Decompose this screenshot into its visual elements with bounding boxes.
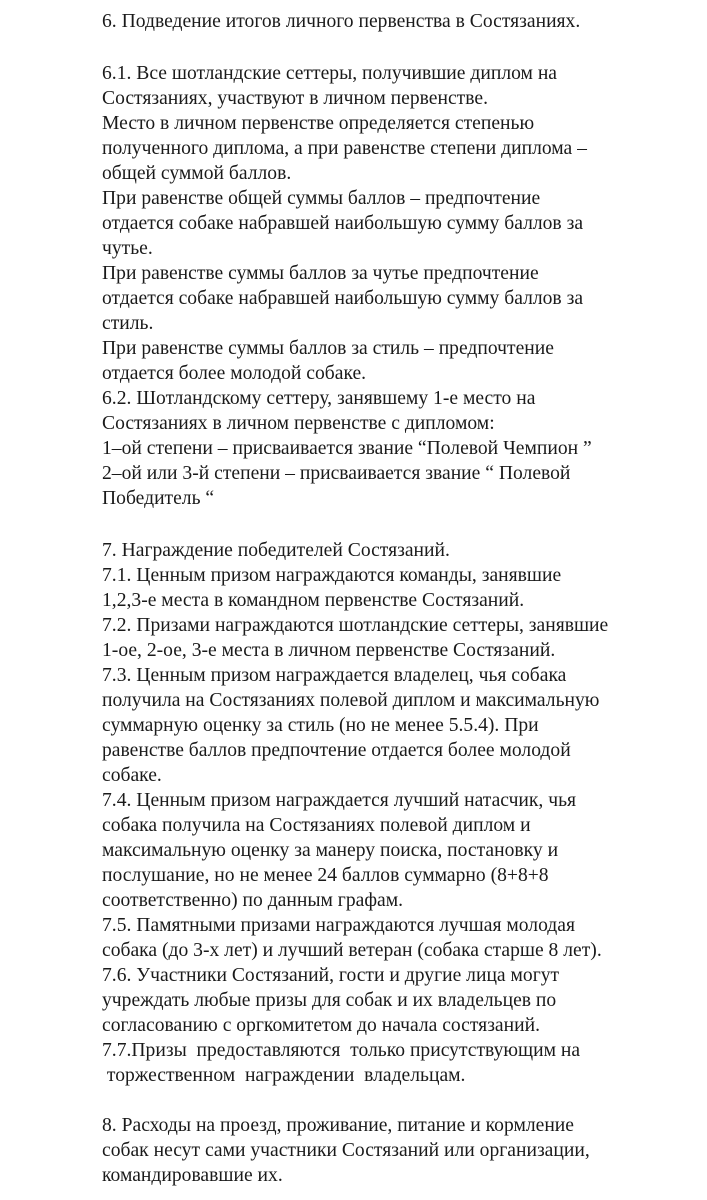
text-line: 1,2,3-е места в командном первенстве Состязаний.: [102, 590, 525, 611]
text-line: При равенстве суммы баллов за стиль – предпочтение: [102, 338, 554, 359]
text-line: полученного диплома, а при равенстве степени диплома –: [102, 138, 587, 159]
text-line: 6.1. Все шотландские сеттеры, получившие диплом на: [102, 63, 558, 84]
text-line: При равенстве общей суммы баллов – предпочтение: [102, 188, 541, 209]
text-line: 7.5. Памятными призами награждаются лучшая молодая: [102, 915, 575, 936]
text-line: торжественном награждении владельцам.: [102, 1065, 466, 1086]
text-line: Состязаниях, участвуют в личном первенстве.: [102, 88, 488, 109]
text-line: Место в личном первенстве определяется степенью: [102, 113, 535, 134]
text-line: Победитель “: [102, 488, 215, 509]
text-line: согласованию с оргкомитетом до начала состязаний.: [102, 1015, 540, 1036]
text-line: При равенстве суммы баллов за чутье предпочтение: [102, 263, 539, 284]
text-line: 7.4. Ценным призом награждается лучший натасчик, чья: [102, 790, 577, 811]
text-line: отдается собаке набравшей наибольшую сумму баллов за: [102, 288, 584, 309]
text-line: общей суммой баллов.: [102, 163, 292, 184]
text-line: 1-ое, 2-ое, 3-е места в личном первенстве Состязаний.: [102, 640, 556, 661]
section-7-heading: 7. Награждение победителей Состязаний.: [102, 540, 450, 561]
text-line: 2–ой или 3-й степени – присваивается звание “ Полевой: [102, 463, 571, 484]
text-line: суммарную оценку за стиль (но не менее 5.5.4). При: [102, 715, 539, 736]
text-line: соответственно) по данным графам.: [102, 890, 404, 911]
text-line: чутье.: [102, 238, 153, 259]
text-line: стиль.: [102, 313, 154, 334]
text-line: послушание, но не менее 24 баллов суммарно (8+8+8: [102, 865, 549, 886]
text-line: 6.2. Шотландскому сеттеру, занявшему 1-е место на: [102, 388, 536, 409]
text-line: 7.7.Призы предоставляются только присутствующим на: [102, 1040, 581, 1061]
text-line: собаке.: [102, 765, 162, 786]
text-line: Состязаниях в личном первенстве с дипломом:: [102, 413, 495, 434]
text-line: 1–ой степени – присваивается звание “Полевой Чемпион ”: [102, 438, 592, 459]
text-line: получила на Состязаниях полевой диплом и максимальную: [102, 690, 600, 711]
section-6-heading: 6. Подведение итогов личного первенства в Состязаниях.: [102, 11, 581, 32]
text-line: максимальную оценку за манеру поиска, постановку и: [102, 840, 559, 861]
text-line: 7.2. Призами награждаются шотландские сеттеры, занявшие: [102, 615, 609, 636]
text-line: учреждать любые призы для собак и их владельцев по: [102, 990, 557, 1011]
text-line: собака (до 3-х лет) и лучший ветеран (собака старше 8 лет).: [102, 940, 602, 961]
text-line: командировавшие их.: [102, 1165, 283, 1186]
text-line: отдается собаке набравшей наибольшую сумму баллов за: [102, 213, 584, 234]
text-line: равенстве баллов предпочтение отдается более молодой: [102, 740, 571, 761]
text-line: 7.6. Участники Состязаний, гости и другие лица могут: [102, 965, 560, 986]
text-line: 7.1. Ценным призом награждаются команды, занявшие: [102, 565, 562, 586]
text-line: собак несут сами участники Состязаний или организации,: [102, 1140, 590, 1161]
text-line: собака получила на Состязаниях полевой диплом и: [102, 815, 531, 836]
text-line: отдается более молодой собаке.: [102, 363, 367, 384]
section-8-heading: 8. Расходы на проезд, проживание, питание и кормление: [102, 1115, 574, 1136]
text-line: 7.3. Ценным призом награждается владелец, чья собака: [102, 665, 567, 686]
